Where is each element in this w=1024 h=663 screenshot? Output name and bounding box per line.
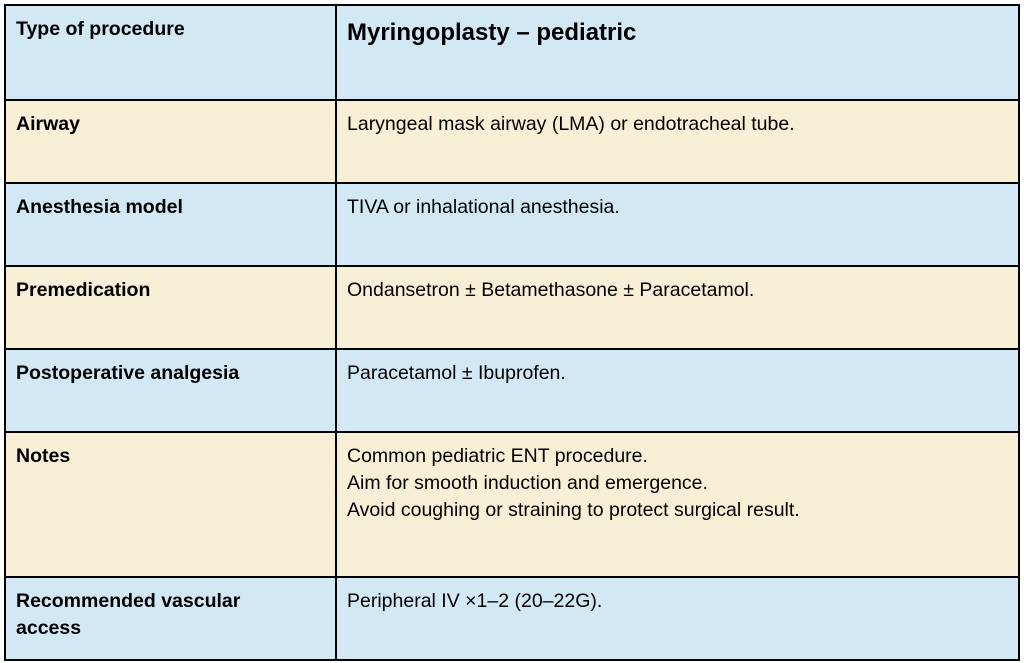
- procedure-table: [4, 4, 1020, 661]
- table-row-anesthesia-model: [5, 183, 1019, 266]
- row-label: Premedication: [5, 266, 336, 349]
- row-value: Peripheral IV ×1–2 (20–22G).: [336, 577, 1019, 660]
- row-label: Airway: [5, 100, 336, 183]
- row-label: Anesthesia model: [5, 183, 336, 266]
- header-row: [5, 5, 1019, 100]
- table-row-airway: [5, 100, 1019, 183]
- row-label: Postoperative analgesia: [5, 349, 336, 432]
- row-value: Ondansetron ± Betamethasone ± Paracetamol.: [336, 266, 1019, 349]
- header-label: Type of procedure: [5, 5, 336, 100]
- row-value-notes: [336, 432, 1019, 577]
- note-line: Avoid coughing or straining to protect surgical result.: [347, 499, 800, 521]
- note-line: Common pediatric ENT procedure.: [347, 445, 648, 467]
- row-label: Notes: [5, 432, 336, 577]
- row-label-vascular-access: [5, 577, 336, 660]
- row-value: TIVA or inhalational anesthesia.: [336, 183, 1019, 266]
- row-value: Paracetamol ± Ibuprofen.: [336, 349, 1019, 432]
- table-row-postoperative-analgesia: [5, 349, 1019, 432]
- label-line: access: [16, 617, 82, 639]
- label-line: Recommended vascular: [16, 590, 241, 612]
- table-row-vascular-access: [5, 577, 1019, 660]
- header-value: Myringoplasty – pediatric: [336, 5, 1019, 100]
- row-value: Laryngeal mask airway (LMA) or endotracheal tube.: [336, 100, 1019, 183]
- table-row-premedication: [5, 266, 1019, 349]
- note-line: Aim for smooth induction and emergence.: [347, 472, 708, 494]
- table-row-notes: [5, 432, 1019, 577]
